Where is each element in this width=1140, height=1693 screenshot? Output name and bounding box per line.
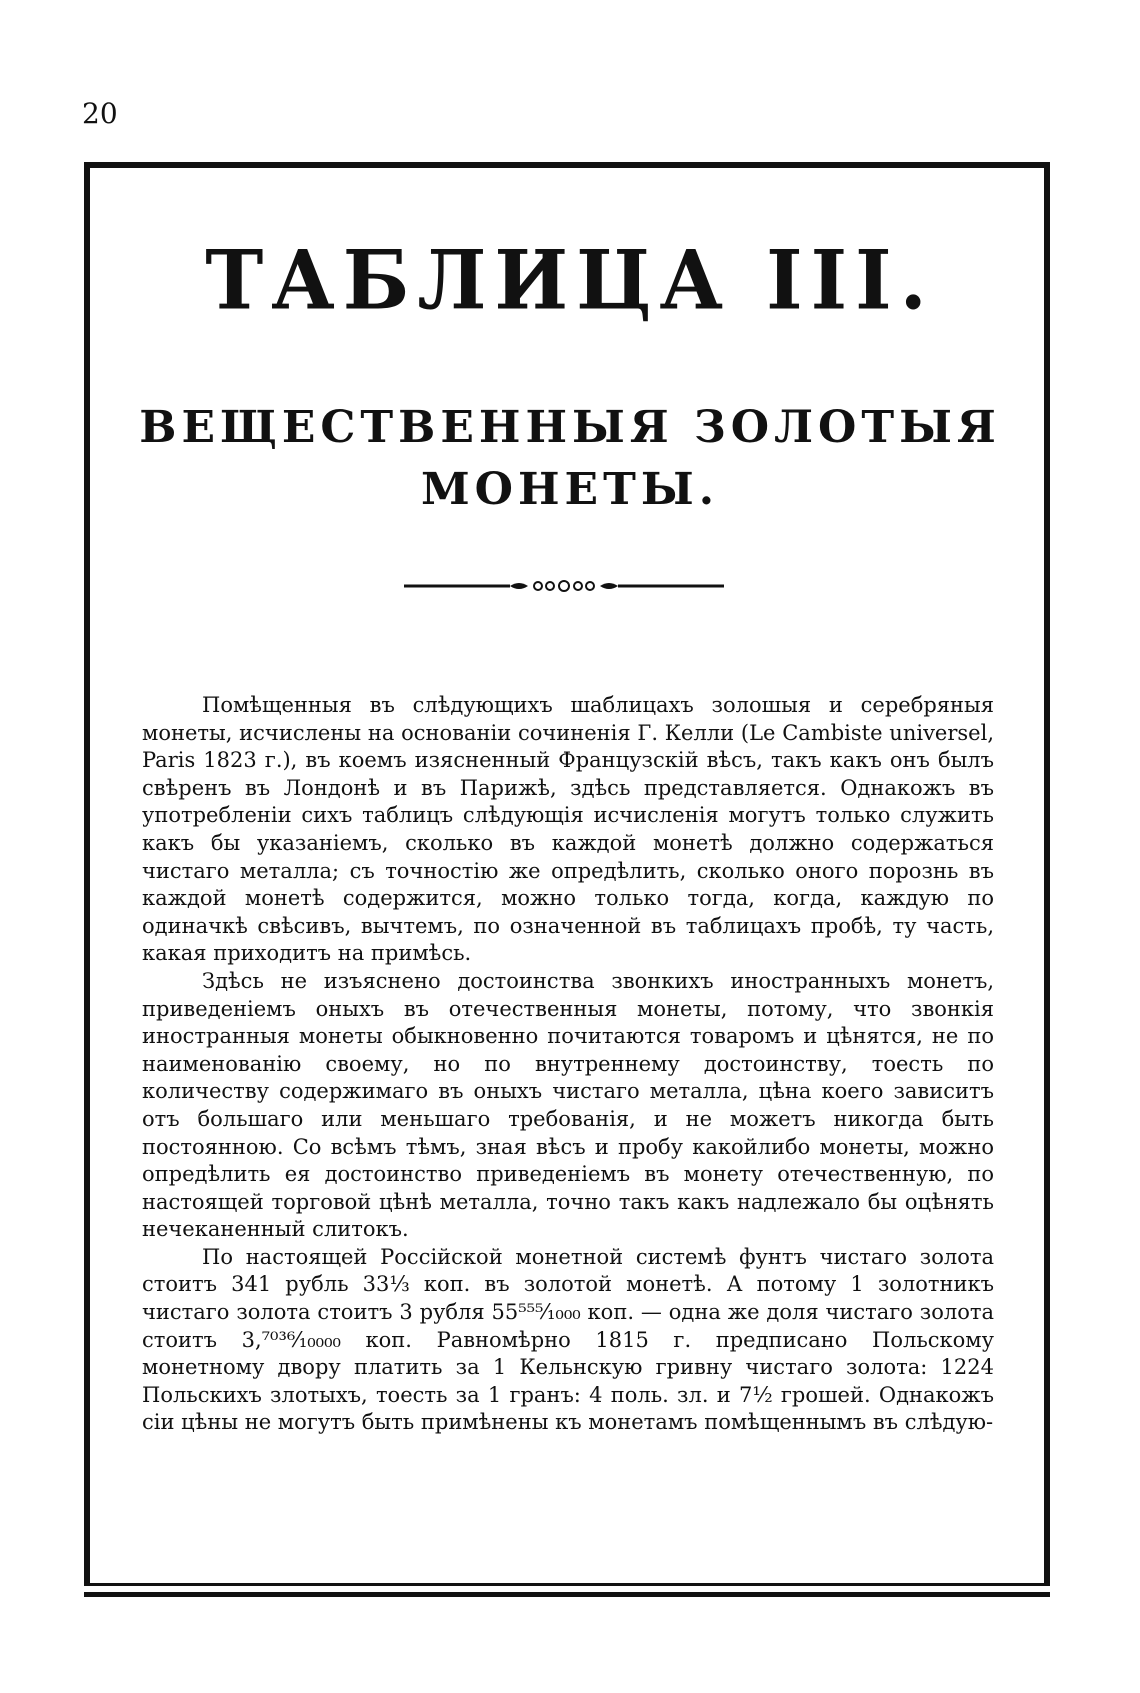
paragraph-3: По настоящей Россійской монетной системѣ фунтъ чистаго золота стоитъ 341 рубль 33⅓ коп. въ золотой монетѣ. А потому 1 золотникъ чистаго золота стоитъ 3 рубля 55⁵⁵⁵⁄₁₀₀₀ коп. — одна же доля чистаго золота стоитъ 3,⁷⁰³⁶⁄₁₀₀₀₀ коп. Равномѣрно 1815 г. предписано Польскому монетному двору платить за 1 Кельнскую гривну чистаго золота: 1224 Польскихъ злотыхъ, тоесть за 1 гранъ: 4 поль. зл. и 7½ грошей. Однакожъ сіи цѣны не могутъ быть примѣнены къ монетамъ помѣщеннымъ въ слѣдую-: [142, 1244, 994, 1435]
body-text: [142, 692, 994, 1437]
subtitle-line-2: МОНЕТЫ.: [420, 464, 720, 515]
paragraph-1: Помѣщенныя въ слѣдующихъ шаблицахъ золошыя и серебряныя монеты, исчислены на основаніи сочиненія Г. Келли (Le Cambiste universel, Paris 1823 г.), въ коемъ изясненный Французскій вѣсъ, такъ какъ онъ былъ свѣренъ въ Лондонѣ и въ Парижѣ, здѣсь представляется. Однакожъ въ употребленіи сихъ таблицъ слѣдующія исчисленія могутъ только служить какъ бы указаніемъ, сколько въ каждой монетѣ должно содержаться чистаго металла; съ точностію же опредѣлить, сколько оного порознь въ каждой монетѣ содержится, можно только тогда, когда, каждую по одиначкѣ свѣсивъ, вычтемъ, по означенной въ таблицахъ пробѣ, ту часть, какая приходитъ на примѣсь.: [142, 693, 994, 966]
table-title: ТАБЛИЦА III.: [205, 232, 935, 329]
paragraph-2: Здѣсь не изъяснено достоинства звонкихъ иностранныхъ монетъ, приведеніемъ оныхъ въ отечественныя монеты, потому, что звонкія иностранныя монеты обыкновенно почитаются товаромъ и цѣнятся, не по наименованію своему, но по внутреннему достоинству, тоесть по количеству содержимаго въ оныхъ чистаго металла, цѣна коего зависитъ отъ большаго или меньшаго требованія, и не можетъ никогда быть постоянною. Со всѣмъ тѣмъ, зная вѣсъ и пробу какойлибо монеты, можно опредѣлить ея достоинство приведеніемъ въ монету отечественную, по настоящей торговой цѣнѣ металла, точно такъ какъ надлежало бы оцѣнять нечеканенный слитокъ.: [142, 968, 994, 1242]
subtitle-line-1: ВЕЩЕСТВЕННЫЯ ЗОЛОТЫЯ: [139, 402, 1001, 453]
ornament-divider: [404, 574, 724, 598]
page-frame-bottom-rule: [84, 1592, 1050, 1597]
page-number: 20: [82, 97, 118, 130]
